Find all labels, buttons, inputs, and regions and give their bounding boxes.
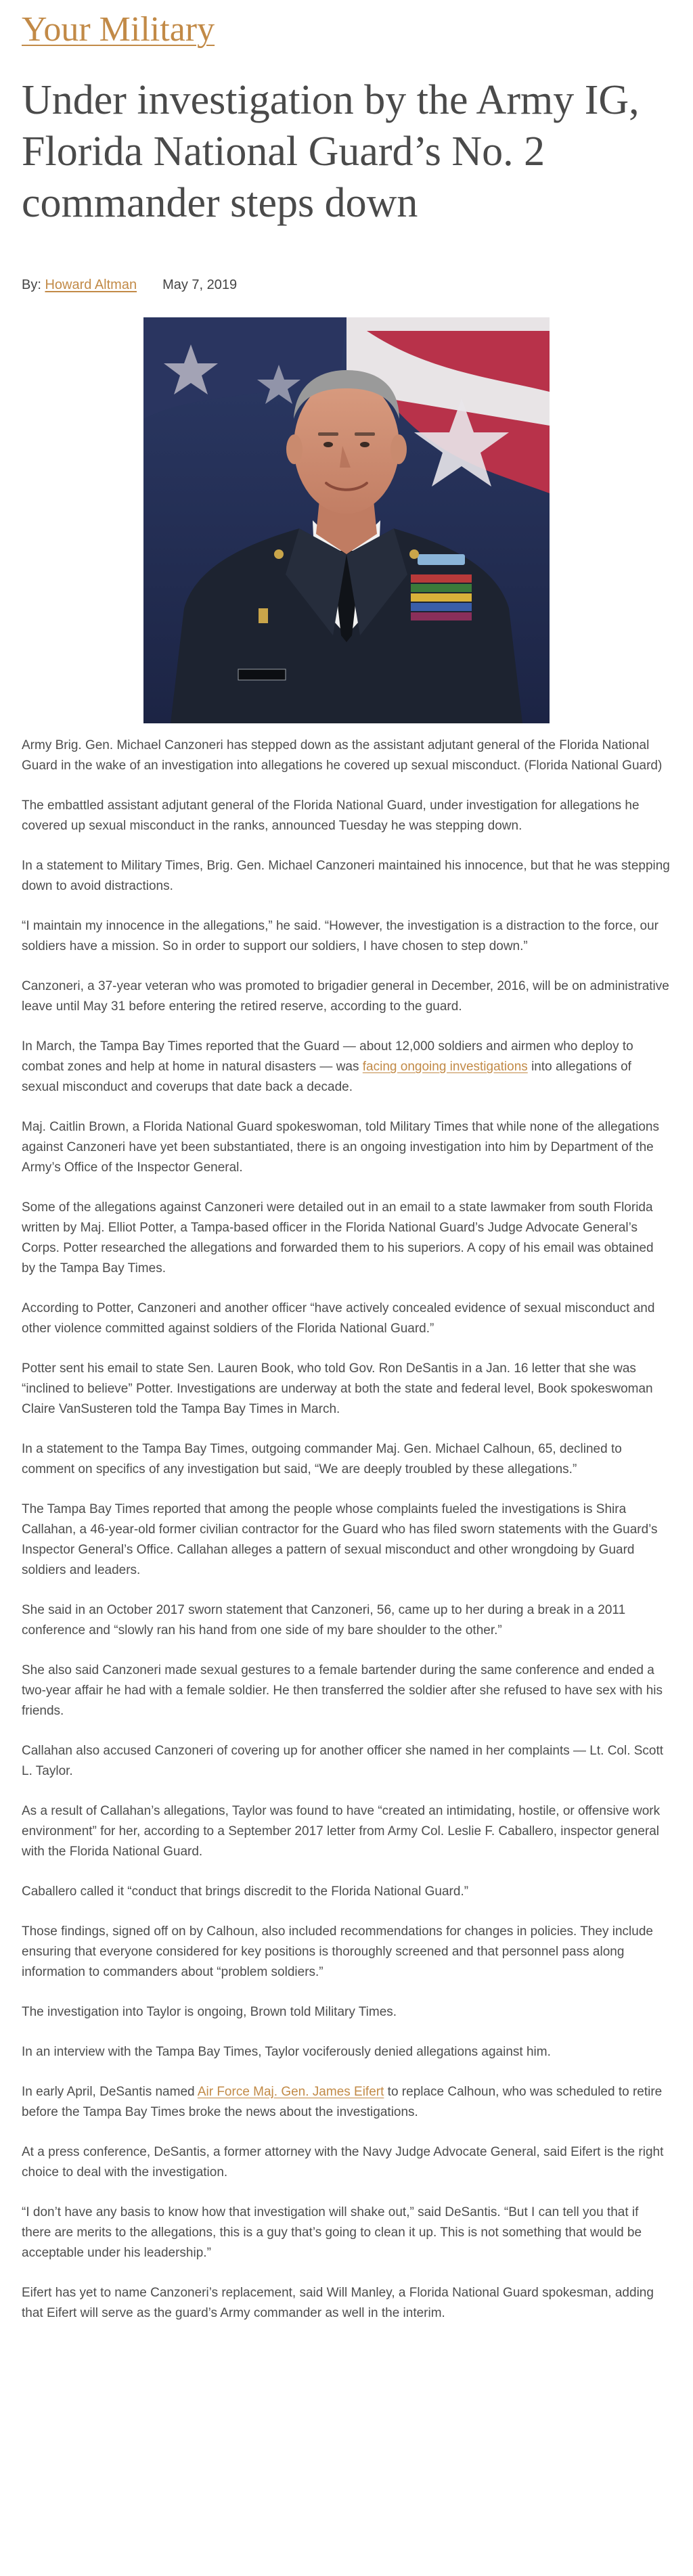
headline: Under investigation by the Army IG, Florida National Guard’s No. 2 commander steps down: [22, 77, 640, 226]
paragraph: In a statement to Military Times, Brig. Gen. Michael Canzoneri maintained his innocence, but that he was stepping down to avoid distractions.: [22, 859, 670, 893]
paragraph: In an interview with the Tampa Bay Times, Taylor vociferously denied allegations against him.: [22, 2045, 551, 2059]
paragraph-text: In March, the Tampa Bay Times reported that the Guard — about 12,000 soldiers and airmen who deploy to combat zones and help at home in natural disasters — was: [22, 1039, 633, 1074]
paragraph: Callahan also accused Canzoneri of covering up for another officer she named in her complaints — Lt. Col. Scott L. Taylor.: [22, 1744, 664, 1778]
paragraph: Those findings, signed off on by Calhoun, also included recommendations for changes in policies. They include ensuring that everyone considered for key positions is thoroughly screened and that personnel pass along information to commanders about “problem soldiers.”: [22, 1924, 653, 1979]
paragraph: The embattled assistant adjutant general of the Florida National Guard, under investigation for allegations he covered up sexual misconduct in the ranks, announced Tuesday he was stepping down.: [22, 798, 640, 833]
investigations-link[interactable]: facing ongoing investigations: [362, 1060, 528, 1074]
publish-date: May 7, 2019: [162, 277, 238, 292]
paragraph: According to Potter, Canzoneri and another officer “have actively concealed evidence of sexual misconduct and other violence committed against soldiers of the Florida National Guard.”: [22, 1301, 655, 1336]
paragraph: As a result of Callahan’s allegations, Taylor was found to have “created an intimidating, hostile, or offensive work environment” for her, according to a September 2017 letter from Army Col. Leslie F. Caballero, inspector general with the Florida National Guard.: [22, 1804, 661, 1859]
paragraph: Canzoneri, a 37-year veteran who was promoted to brigadier general in December, 2016, will be on administrative leave until May 31 before entering the retired reserve, according to the guard.: [22, 979, 669, 1014]
paragraph: At a press conference, DeSantis, a former attorney with the Navy Judge Advocate General, said Eifert is the right choice to deal with the investigation.: [22, 2145, 664, 2179]
byline: [22, 277, 671, 293]
eifert-link[interactable]: Air Force Maj. Gen. James Eifert: [197, 2085, 384, 2099]
paragraph: [22, 2082, 670, 2123]
paragraph: She also said Canzoneri made sexual gestures to a female bartender during the same conference and ended a two-year affair he had with a female soldier. He then transferred the soldier after she refused to have sex with his friends.: [22, 1663, 663, 1718]
paragraph: The Tampa Bay Times reported that among the people whose complaints fueled the investigations is Shira Callahan, a 46-year-old former civilian contractor for the Guard who has filed sworn statements with the Guard’s Inspector General’s Office. Callahan alleges a pattern of sexual misconduct and other wrongdoing by Guard soldiers and leaders.: [22, 1502, 658, 1577]
paragraph-text: In early April, DeSantis named: [22, 2085, 198, 2099]
paragraph-text: to replace Calhoun, who was scheduled to retire before the Tampa Bay Times broke the news about the investigations.: [22, 2085, 663, 2119]
section-link[interactable]: Your Military: [22, 10, 215, 49]
author-link[interactable]: Howard Altman: [45, 277, 137, 292]
photo-wrap: [22, 317, 671, 723]
paragraph: “I don’t have any basis to know how that investigation will shake out,” said DeSantis. “But I can tell you that if there are merits to the allegations, this is a guy that’s going to clean it up. This is not something that would be acceptable under his leadership.”: [22, 2205, 642, 2260]
article-photo: [143, 317, 550, 723]
paragraph: [22, 1037, 670, 1098]
paragraph: She said in an October 2017 sworn statement that Canzoneri, 56, came up to her during a break in a 2011 conference and “slowly ran his hand from one side of my bare shoulder to the other.”: [22, 1603, 626, 1637]
paragraph: Eifert has yet to name Canzoneri’s replacement, said Will Manley, a Florida National Guard spokesman, adding that Eifert will serve as the guard’s Army commander as well in the interim.: [22, 2286, 654, 2320]
byline-author-wrap: [22, 277, 137, 293]
byline-prefix: By:: [22, 277, 45, 292]
paragraph: Caballero called it “conduct that brings discredit to the Florida National Guard.”: [22, 1884, 469, 1899]
paragraph: Maj. Caitlin Brown, a Florida National Guard spokeswoman, told Military Times that while none of the allegations against Canzoneri have yet been substantiated, there is an ongoing investigation into him by Department of the Army’s Office of the Inspector General.: [22, 1120, 660, 1175]
article-body: [22, 736, 670, 2324]
paragraph-caption: Army Brig. Gen. Michael Canzoneri has stepped down as the assistant adjutant general of the Florida National Guard in the wake of an investigation into allegations he covered up sexual misconduct. (Florida National Guard): [22, 738, 663, 773]
paragraph-text: into allegations of sexual misconduct and coverups that date back a decade.: [22, 1060, 631, 1094]
paragraph: Some of the allegations against Canzoneri were detailed out in an email to a state lawmaker from south Florida written by Maj. Elliot Potter, a Tampa-based officer in the Florida National Guard’s Judge Advocate General’s Corps. Potter researched the allegations and forwarded them to his superiors. A copy of his email was obtained by the Tampa Bay Times.: [22, 1200, 654, 1275]
paragraph: “I maintain my innocence in the allegations,” he said. “However, the investigation is a distraction to the force, our soldiers have a mission. So in order to support our soldiers, I have chosen to step down.”: [22, 919, 658, 953]
paragraph: Potter sent his email to state Sen. Lauren Book, who told Gov. Ron DeSantis in a Jan. 16 letter that she was “inclined to believe” Potter. Investigations are underway at both the state and federal level, Book spokeswoman Claire VanSusteren told the Tampa Bay Times in March.: [22, 1361, 653, 1416]
paragraph: In a statement to the Tampa Bay Times, outgoing commander Maj. Gen. Michael Calhoun, 65, declined to comment on specifics of any investigation but said, “We are deeply troubled by these allegations.”: [22, 1442, 622, 1476]
paragraph: The investigation into Taylor is ongoing, Brown told Military Times.: [22, 2005, 397, 2019]
